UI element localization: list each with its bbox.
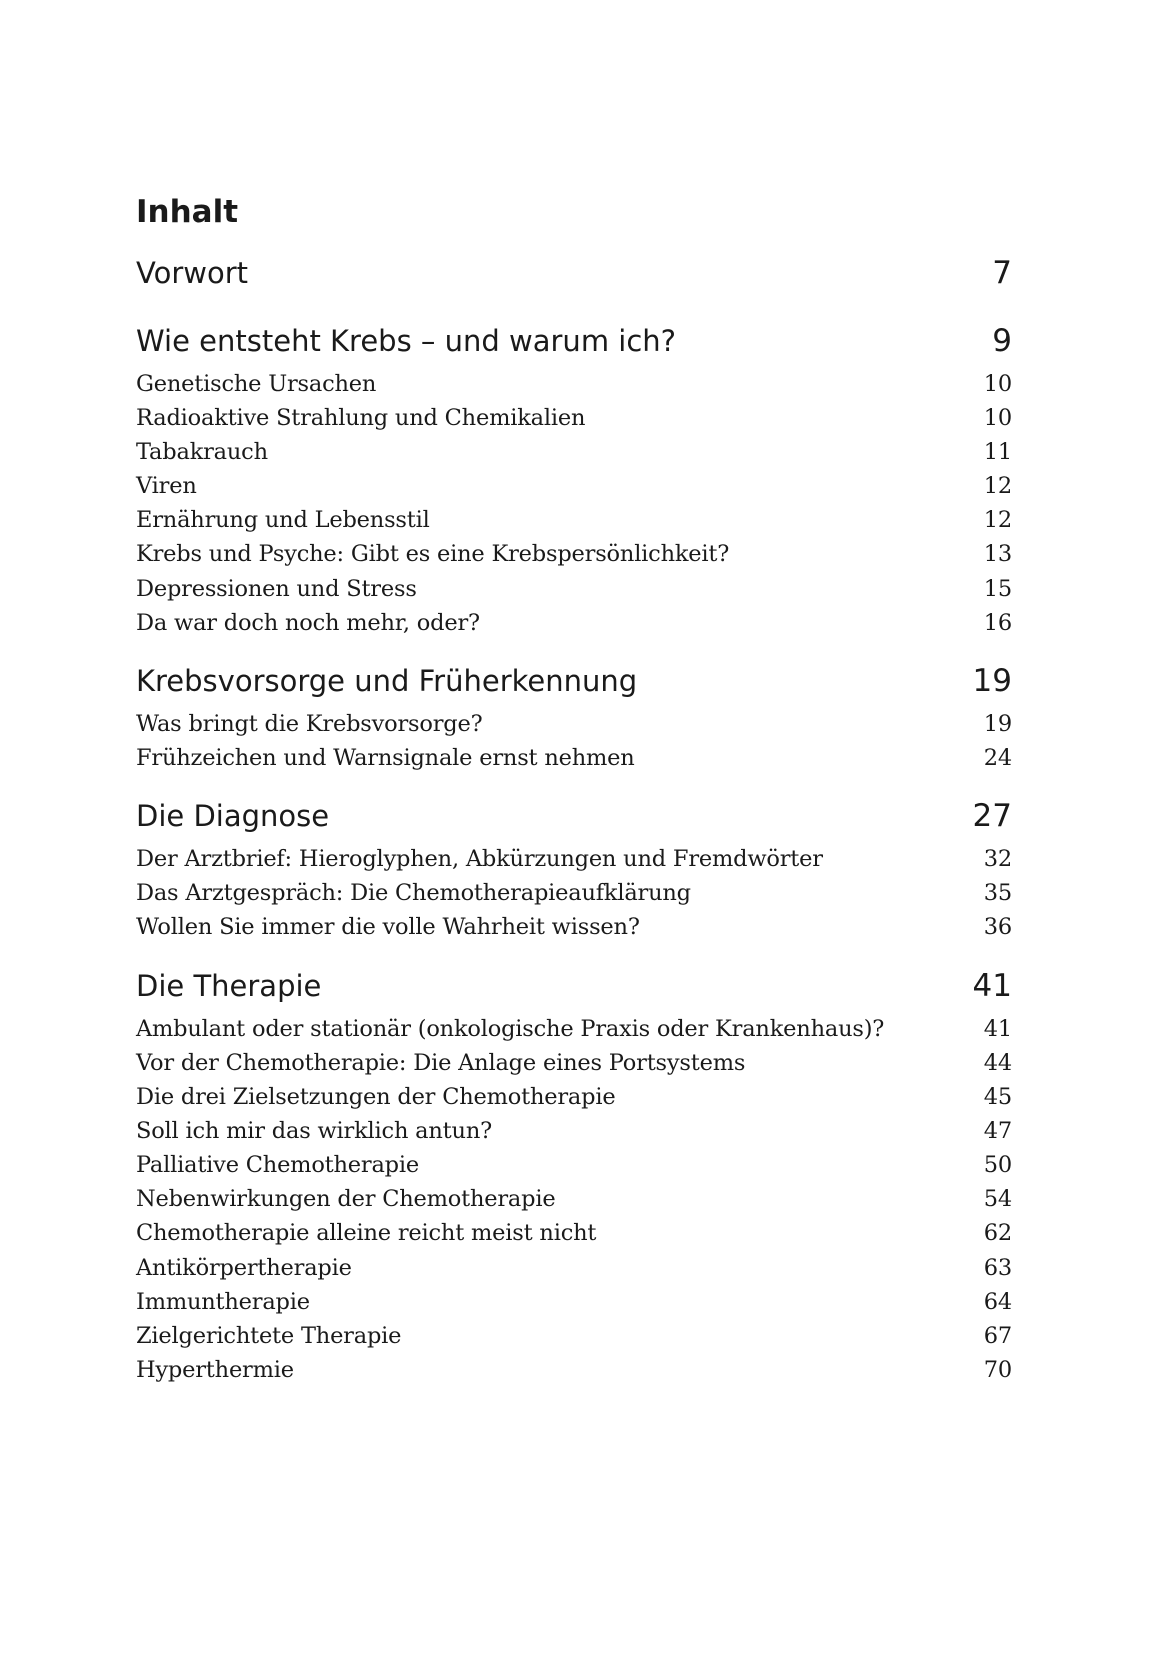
entry-page-number: 12 [983,473,1012,499]
entry-page-number: 44 [983,1050,1012,1076]
entry-title: Krebs und Psyche: Gibt es eine Krebspersönlichkeit? [136,541,730,567]
chapter-row [136,321,1012,361]
entry-title: Immuntherapie [136,1289,310,1315]
entry-page-number: 45 [983,1084,1012,1110]
entry-title: Genetische Ursachen [136,371,377,397]
entry-page-number: 47 [983,1118,1012,1144]
toc-entry [136,469,1012,503]
entry-title: Das Arztgespräch: Die Chemotherapieaufklärung [136,880,691,906]
chapter-page-number: 19 [972,663,1012,699]
entry-title: Palliative Chemotherapie [136,1152,419,1178]
entry-title: Tabakrauch [136,439,268,465]
toc-page [136,0,1012,1654]
entry-title: Chemotherapie alleine reicht meist nicht [136,1220,597,1246]
entry-page-number: 35 [983,880,1012,906]
entry-title: Was bringt die Krebsvorsorge? [136,711,483,737]
entry-page-number: 10 [983,371,1012,397]
entry-page-number: 41 [983,1016,1012,1042]
toc-entry [136,1319,1012,1353]
entry-title: Zielgerichtete Therapie [136,1323,402,1349]
chapter-page-number: 9 [992,323,1012,359]
entry-title: Radioaktive Strahlung und Chemikalien [136,405,586,431]
toc-entry [136,1285,1012,1319]
chapter-page-number: 41 [972,968,1012,1004]
entry-page-number: 11 [983,439,1012,465]
toc-entry [136,537,1012,571]
entry-page-number: 50 [983,1152,1012,1178]
entry-page-number: 67 [983,1323,1012,1349]
entry-page-number: 62 [983,1220,1012,1246]
chapter-page-number: 7 [992,255,1012,291]
entry-page-number: 36 [983,914,1012,940]
toc-entry [136,1012,1012,1046]
toc-entry [136,1353,1012,1387]
entry-page-number: 64 [983,1289,1012,1315]
entry-page-number: 12 [983,507,1012,533]
entry-title: Hyperthermie [136,1357,294,1383]
toc-entry [136,435,1012,469]
entry-title: Viren [136,473,197,499]
entry-page-number: 70 [983,1357,1012,1383]
chapter-row [136,796,1012,836]
toc-entry [136,1080,1012,1114]
toc-entry [136,741,1012,775]
chapter-row [136,661,1012,701]
toc-entry [136,1046,1012,1080]
entry-title: Der Arztbrief: Hieroglyphen, Abkürzungen und Fremdwörter [136,846,823,872]
entry-title: Frühzeichen und Warnsignale ernst nehmen [136,745,635,771]
toc-entry [136,707,1012,741]
toc-title: Inhalt [136,194,239,230]
toc-entry [136,401,1012,435]
chapter-title: Krebsvorsorge und Früherkennung [136,664,638,698]
toc-entry [136,910,1012,944]
entry-title: Depressionen und Stress [136,576,417,602]
toc-entry [136,1216,1012,1250]
entry-title: Die drei Zielsetzungen der Chemotherapie [136,1084,616,1110]
toc-entry [136,1251,1012,1285]
entry-page-number: 63 [983,1255,1012,1281]
toc-entry [136,876,1012,910]
chapter-title: Vorwort [136,256,249,290]
entry-page-number: 13 [983,541,1012,567]
toc-entry [136,1148,1012,1182]
entry-title: Antikörpertherapie [136,1255,352,1281]
chapter-title: Die Diagnose [136,799,330,833]
toc-entry [136,842,1012,876]
entry-page-number: 16 [983,610,1012,636]
toc-entry [136,606,1012,640]
chapter-row [136,253,1012,293]
entry-page-number: 10 [983,405,1012,431]
entry-page-number: 19 [983,711,1012,737]
entry-page-number: 24 [983,745,1012,771]
entry-page-number: 32 [983,846,1012,872]
chapter-page-number: 27 [972,798,1012,834]
toc-entry [136,1114,1012,1148]
entry-page-number: 15 [983,576,1012,602]
toc-entry [136,367,1012,401]
entry-title: Nebenwirkungen der Chemotherapie [136,1186,556,1212]
chapter-title: Wie entsteht Krebs – und warum ich? [136,324,677,358]
entry-title: Ernährung und Lebensstil [136,507,430,533]
toc-entry [136,572,1012,606]
entry-title: Ambulant oder stationär (onkologische Praxis oder Krankenhaus)? [136,1016,885,1042]
entry-page-number: 54 [983,1186,1012,1212]
chapter-row [136,966,1012,1006]
entry-title: Soll ich mir das wirklich antun? [136,1118,492,1144]
entry-title: Vor der Chemotherapie: Die Anlage eines Portsystems [136,1050,746,1076]
entry-title: Da war doch noch mehr, oder? [136,610,480,636]
entry-title: Wollen Sie immer die volle Wahrheit wissen? [136,914,640,940]
toc-entry [136,1182,1012,1216]
toc-entry [136,503,1012,537]
chapter-title: Die Therapie [136,969,322,1003]
